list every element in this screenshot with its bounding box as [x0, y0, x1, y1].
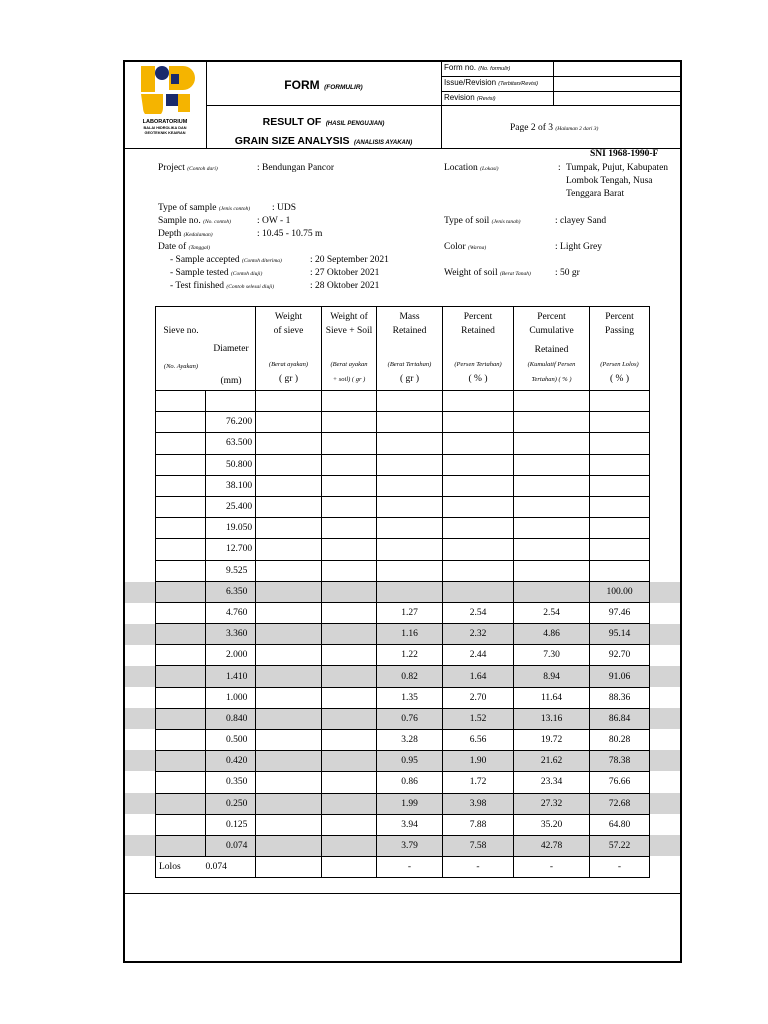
wss-cell [322, 730, 377, 751]
form-no-label: Form no. (No. formulir) [444, 63, 511, 72]
wss-cell [322, 454, 377, 475]
percent-cumulative-cell: 11.64 [514, 687, 590, 708]
weight-sieve-cell [256, 518, 322, 539]
weight-sieve-cell [256, 835, 322, 856]
wss-cell [322, 624, 377, 645]
project-value: : Bendungan Pancor [257, 163, 335, 173]
percent-passing-cell [590, 454, 650, 475]
percent-passing-cell: 92.70 [590, 645, 650, 666]
percent-cumulative-cell: 23.34 [514, 772, 590, 793]
table-row [156, 602, 650, 623]
weight-sieve-cell [256, 645, 322, 666]
weight-sieve-cell [256, 857, 322, 878]
diameter-cell: 2.000 [206, 645, 256, 666]
org-name: LABORATORIUM [142, 119, 188, 125]
weight-sieve-cell [256, 793, 322, 814]
percent-passing-cell [590, 433, 650, 454]
percent-passing-cell: 76.66 [590, 772, 650, 793]
diameter-cell: 0.840 [206, 708, 256, 729]
wss-cell [322, 518, 377, 539]
mass-retained-cell: 1.16 [377, 624, 443, 645]
depth-value: : 10.45 - 10.75 m [257, 229, 323, 239]
mass-retained-cell [377, 391, 443, 412]
sieve-no-cell [156, 391, 206, 412]
weight-sieve-cell [256, 666, 322, 687]
type-sample-value: : UDS [272, 203, 297, 213]
diameter-cell: 0.420 [206, 751, 256, 772]
weight-sieve-cell [256, 624, 322, 645]
sieve-no-cell [156, 539, 206, 560]
mass-retained-cell: 3.28 [377, 730, 443, 751]
percent-passing-cell: 86.84 [590, 708, 650, 729]
wss-header: Weight of Sieve + Soil (Berat ayakan + soil) ( gr ) [322, 307, 377, 391]
weight-sieve-cell [256, 814, 322, 835]
percent-cumulative-cell [514, 412, 590, 433]
table-row [156, 518, 650, 539]
diameter-cell: 3.360 [206, 624, 256, 645]
sieve-no-sub: (No. Ayakan) [163, 363, 199, 370]
table-row [156, 624, 650, 645]
table-row [156, 581, 650, 602]
sieve-no-cell [156, 475, 206, 496]
org-line: BALAI HIDROLIKA DAN [143, 126, 187, 130]
percent-cumulative-cell: 8.94 [514, 666, 590, 687]
percent-retained-cell [443, 454, 514, 475]
weight-field: Weight of soil (Berat Tanah) [444, 268, 531, 278]
soil-type-field: Type of soil (Jenis tanah) [444, 216, 521, 226]
percent-retained-cell: 3.98 [443, 793, 514, 814]
mass-retained-cell: 1.22 [377, 645, 443, 666]
percent-cumulative-header: Percent Cumulative Retained (Kumulatif Persen Tertahan) ( % ) [514, 307, 590, 391]
table-row [156, 560, 650, 581]
date-field: Date of (Tanggal) [158, 242, 211, 252]
percent-cumulative-cell [514, 518, 590, 539]
percent-cumulative-cell: 13.16 [514, 708, 590, 729]
percent-passing-cell [590, 475, 650, 496]
percent-cumulative-cell [514, 539, 590, 560]
weight-sieve-cell [256, 751, 322, 772]
weight-sieve-header: Weight of sieve (Berat ayakan) ( gr ) [256, 307, 322, 391]
wss-cell [322, 433, 377, 454]
depth-field: Depth (Kedalaman) [158, 229, 213, 239]
sample-no-value: : OW - 1 [257, 216, 291, 226]
percent-cumulative-cell: 35.20 [514, 814, 590, 835]
wss-cell [322, 581, 377, 602]
percent-cumulative-cell [514, 496, 590, 517]
weight-sieve-cell [256, 560, 322, 581]
sieve-no-cell [156, 602, 206, 623]
percent-retained-cell [443, 496, 514, 517]
diameter-cell: 0.074 [206, 857, 256, 878]
weight-sieve-cell [256, 391, 322, 412]
mass-retained-cell: - [377, 857, 443, 878]
percent-passing-cell: 72.68 [590, 793, 650, 814]
table-row [156, 708, 650, 729]
wss-cell [322, 475, 377, 496]
table-row [156, 539, 650, 560]
diameter-cell: 9.525 [206, 560, 256, 581]
color-value: : Light Grey [555, 242, 602, 252]
sieve-no-cell [156, 454, 206, 475]
sieve-no-cell [156, 624, 206, 645]
weight-sieve-cell [256, 602, 322, 623]
sample-no-field: Sample no. (No. contoh) [158, 216, 231, 226]
percent-passing-cell [590, 496, 650, 517]
percent-passing-cell: 78.38 [590, 751, 650, 772]
table-row [156, 475, 650, 496]
percent-retained-cell: 7.88 [443, 814, 514, 835]
percent-retained-header: Percent Retained (Persen Tertahan) ( % ) [443, 307, 514, 391]
sieve-no-cell [156, 581, 206, 602]
mass-retained-cell: 1.99 [377, 793, 443, 814]
diameter-cell: 12.700 [206, 539, 256, 560]
finished-value: : 28 Oktober 2021 [310, 281, 380, 291]
weight-sieve-cell [256, 708, 322, 729]
weight-sieve-cell [256, 496, 322, 517]
wss-cell [322, 560, 377, 581]
table-row [156, 645, 650, 666]
soil-type-value: : clayey Sand [555, 216, 607, 226]
sieve-no-cell [156, 687, 206, 708]
percent-retained-cell: 6.56 [443, 730, 514, 751]
weight-sieve-cell [256, 412, 322, 433]
percent-retained-cell: 2.54 [443, 602, 514, 623]
sieve-no-cell [156, 518, 206, 539]
percent-retained-cell: - [443, 857, 514, 878]
percent-cumulative-cell: 21.62 [514, 751, 590, 772]
percent-cumulative-cell: - [514, 857, 590, 878]
percent-passing-cell: 64.80 [590, 814, 650, 835]
diameter-cell: 19.050 [206, 518, 256, 539]
percent-retained-cell [443, 518, 514, 539]
table-row [156, 412, 650, 433]
percent-retained-cell [443, 560, 514, 581]
color-field: Color (Warna) [444, 242, 487, 252]
wss-cell [322, 539, 377, 560]
percent-passing-cell [590, 412, 650, 433]
sieve-no-cell [156, 645, 206, 666]
tested-field: - Sample tested (Contoh diuji) [170, 268, 263, 278]
diameter-cell: 6.350 [206, 581, 256, 602]
table-row [156, 666, 650, 687]
wss-cell [322, 391, 377, 412]
percent-cumulative-cell: 7.30 [514, 645, 590, 666]
percent-retained-cell: 2.70 [443, 687, 514, 708]
mass-retained-cell: 3.94 [377, 814, 443, 835]
percent-passing-cell [590, 518, 650, 539]
percent-retained-cell: 1.52 [443, 708, 514, 729]
percent-passing-cell [590, 539, 650, 560]
result-title: RESULT OF (HASIL PENGUJIAN) GRAIN SIZE ANALYSIS (ANALISIS AYAKAN) [234, 116, 413, 147]
weight-sieve-cell [256, 433, 322, 454]
weight-sieve-cell [256, 539, 322, 560]
sieve-no-cell [156, 412, 206, 433]
wss-cell [322, 496, 377, 517]
percent-cumulative-cell: 2.54 [514, 602, 590, 623]
wss-cell [322, 751, 377, 772]
mass-retained-cell: 0.86 [377, 772, 443, 793]
sieve-no-cell [156, 730, 206, 751]
percent-passing-cell: 80.28 [590, 730, 650, 751]
accepted-field: - Sample accepted (Contoh diterima) [170, 255, 282, 265]
table-row [156, 772, 650, 793]
wss-cell [322, 835, 377, 856]
lolos-label: Lolos [156, 857, 206, 878]
sieve-no-header: Sieve no. [163, 326, 199, 336]
project-field: Project (Contoh dari) [158, 163, 218, 173]
sieve-no-cell [156, 560, 206, 581]
mass-retained-cell: 1.35 [377, 687, 443, 708]
diameter-cell: 1.000 [206, 687, 256, 708]
tested-value: : 27 Oktober 2021 [310, 268, 380, 278]
weight-value: : 50 gr [555, 268, 580, 278]
percent-cumulative-cell [514, 433, 590, 454]
weight-sieve-cell [256, 687, 322, 708]
percent-retained-cell: 1.72 [443, 772, 514, 793]
wss-cell [322, 666, 377, 687]
percent-retained-cell [443, 581, 514, 602]
table-row [156, 496, 650, 517]
weight-sieve-cell [256, 772, 322, 793]
diameter-cell: 63.500 [206, 433, 256, 454]
percent-passing-cell: 97.46 [590, 602, 650, 623]
diameter-cell: 1.410 [206, 666, 256, 687]
mass-retained-cell: 3.79 [377, 835, 443, 856]
percent-cumulative-cell [514, 391, 590, 412]
type-sample-field: Type of sample (Jenis contoh) [158, 203, 251, 213]
percent-cumulative-cell [514, 454, 590, 475]
diameter-cell: 0.350 [206, 772, 256, 793]
weight-sieve-cell [256, 475, 322, 496]
location-value: Tumpak, Pujut, Kabupaten Lombok Tengah, Nusa Tenggara Barat [566, 163, 669, 199]
sieve-no-cell [156, 496, 206, 517]
location-field: Location (Lokasi) [444, 163, 499, 173]
table-header-row [156, 307, 650, 391]
percent-cumulative-cell [514, 475, 590, 496]
percent-retained-cell [443, 539, 514, 560]
sieve-no-cell [156, 772, 206, 793]
weight-sieve-cell [256, 730, 322, 751]
weight-sieve-cell [256, 581, 322, 602]
sieve-no-cell [156, 433, 206, 454]
diameter-cell: 0.125 [206, 814, 256, 835]
percent-retained-cell [443, 391, 514, 412]
percent-cumulative-cell: 27.32 [514, 793, 590, 814]
table-row [156, 687, 650, 708]
diameter-cell: 0.250 [206, 793, 256, 814]
diameter-cell: 50.800 [206, 454, 256, 475]
revision-label: Revision (Revisi) [444, 93, 496, 102]
mass-retained-cell [377, 433, 443, 454]
percent-retained-cell [443, 475, 514, 496]
accepted-value: : 20 September 2021 [310, 255, 389, 265]
wss-cell [322, 793, 377, 814]
percent-cumulative-cell: 4.86 [514, 624, 590, 645]
percent-cumulative-cell [514, 581, 590, 602]
wss-cell [322, 814, 377, 835]
mass-retained-cell [377, 412, 443, 433]
diameter-header: Diameter [213, 344, 249, 354]
mass-retained-cell: 0.95 [377, 751, 443, 772]
percent-retained-cell: 1.64 [443, 666, 514, 687]
percent-passing-cell [590, 560, 650, 581]
location-colon: : [558, 163, 561, 173]
sieve-no-cell [156, 793, 206, 814]
sieve-no-cell [156, 666, 206, 687]
lolos-row [156, 857, 650, 878]
diameter-cell: 38.100 [206, 475, 256, 496]
mass-retained-header: Mass Retained (Berat Tertahan) ( gr ) [377, 307, 443, 391]
percent-passing-cell: 57.22 [590, 835, 650, 856]
sieve-no-cell [156, 708, 206, 729]
diameter-cell: 76.200 [206, 412, 256, 433]
finished-field: - Test finished (Contoh selesai diuji) [170, 281, 275, 291]
percent-retained-cell [443, 433, 514, 454]
mass-retained-cell: 0.82 [377, 666, 443, 687]
mass-retained-cell [377, 496, 443, 517]
percent-retained-cell [443, 412, 514, 433]
table-row [156, 391, 650, 412]
pu-logo-icon [133, 64, 197, 114]
table-row [156, 835, 650, 856]
wss-cell [322, 708, 377, 729]
table-row [156, 814, 650, 835]
percent-passing-cell: - [590, 857, 650, 878]
table-row [156, 793, 650, 814]
mass-retained-cell [377, 539, 443, 560]
percent-passing-cell [590, 391, 650, 412]
diameter-cell: 4.760 [206, 602, 256, 623]
wss-cell [322, 687, 377, 708]
mass-retained-cell [377, 581, 443, 602]
table-row [156, 730, 650, 751]
form-title: FORM (FORMULIR) [284, 78, 363, 92]
standard-code: SNI 1968-1990-F [590, 149, 659, 159]
diameter-cell [206, 391, 256, 412]
sieve-no-cell [156, 835, 206, 856]
percent-passing-cell: 91.06 [590, 666, 650, 687]
sieve-no-cell [156, 814, 206, 835]
wss-cell [322, 645, 377, 666]
sieve-header-cell [156, 307, 256, 391]
percent-retained-cell: 2.32 [443, 624, 514, 645]
percent-passing-cell: 88.36 [590, 687, 650, 708]
mass-retained-cell [377, 560, 443, 581]
percent-retained-cell: 2.44 [443, 645, 514, 666]
mass-retained-cell [377, 518, 443, 539]
sieve-no-cell [156, 751, 206, 772]
diameter-cell: 25.400 [206, 496, 256, 517]
percent-retained-cell: 1.90 [443, 751, 514, 772]
mass-retained-cell: 1.27 [377, 602, 443, 623]
percent-retained-cell: 7.58 [443, 835, 514, 856]
sieve-table [155, 306, 650, 878]
mass-retained-cell [377, 475, 443, 496]
diameter-cell: 0.074 [206, 835, 256, 856]
org-line: GEOTEKNIK KEAIRAN [144, 131, 186, 135]
table-row [156, 433, 650, 454]
percent-passing-cell: 100.00 [590, 581, 650, 602]
table-row [156, 454, 650, 475]
percent-cumulative-cell: 19.72 [514, 730, 590, 751]
percent-passing-cell: 95.14 [590, 624, 650, 645]
weight-sieve-cell [256, 454, 322, 475]
diameter-unit: (mm) [220, 376, 242, 386]
percent-cumulative-cell: 42.78 [514, 835, 590, 856]
mass-retained-cell [377, 454, 443, 475]
page-indicator: Page 2 of 3 (Halaman 2 dari 3) [510, 123, 599, 133]
wss-cell [322, 602, 377, 623]
wss-cell [322, 857, 377, 878]
mass-retained-cell: 0.76 [377, 708, 443, 729]
diameter-cell: 0.500 [206, 730, 256, 751]
wss-cell [322, 772, 377, 793]
percent-passing-header: Percent Passing (Persen Lolos) ( % ) [590, 307, 650, 391]
percent-cumulative-cell [514, 560, 590, 581]
lab-logo [133, 64, 197, 142]
table-row [156, 751, 650, 772]
issue-label: Issue/Revision (Terbitan/Revisi) [444, 78, 539, 87]
wss-cell [322, 412, 377, 433]
